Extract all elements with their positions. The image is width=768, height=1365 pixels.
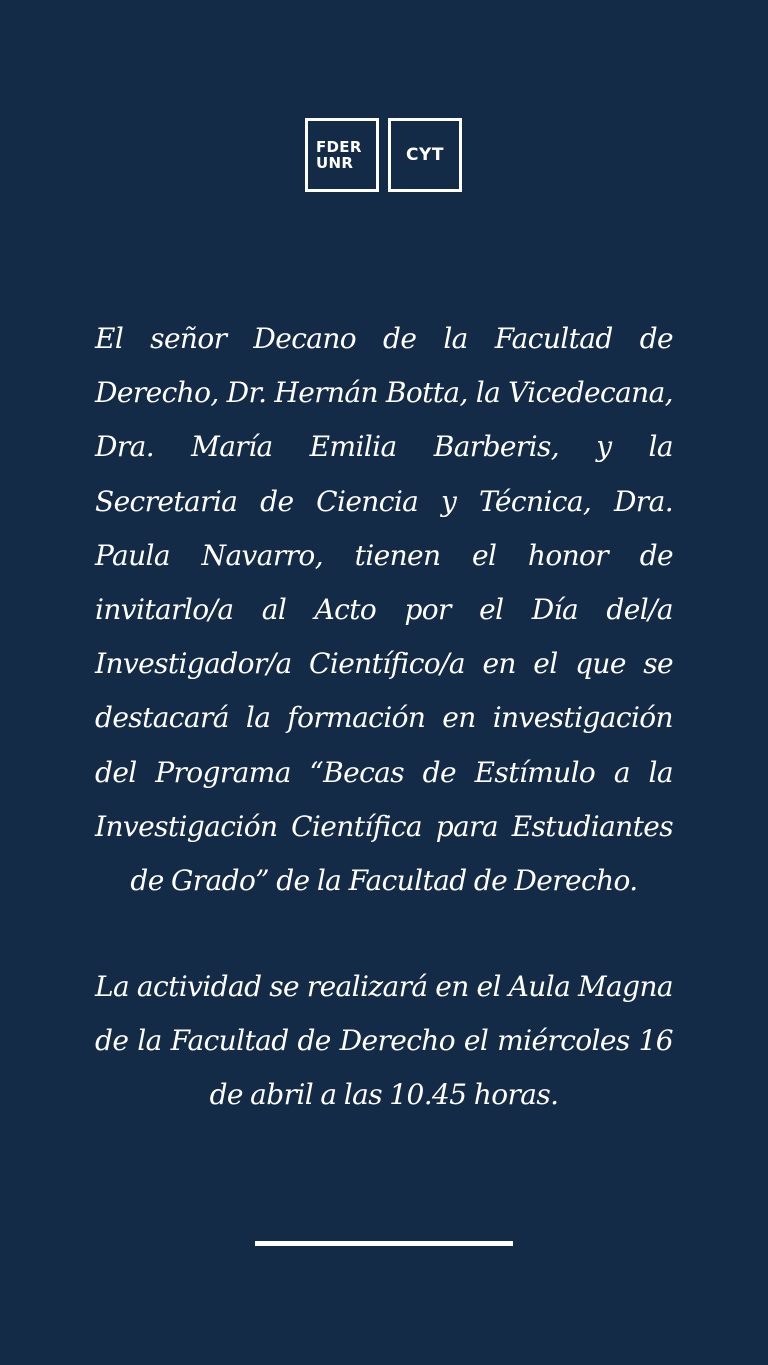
event-details-paragraph: La actividad se realizará en el Aula Magna de la Facultad de Derecho el miércoles 16 de abril a las 10.45 horas. xyxy=(95,970,673,1112)
fder-logo-line1: FDER xyxy=(316,138,362,156)
bottom-divider xyxy=(255,1241,513,1246)
cyt-logo-text: CYT xyxy=(406,145,444,165)
fder-unr-logo xyxy=(305,118,379,192)
invitation-paragraph: El señor Decano de la Facultad de Derecho, Dr. Hernán Botta, la Vicedecana, Dra. María Emilia Barberis, y la Secretaria de Ciencia y Técnica, Dra. Paula Navarro, tienen el honor de invitarlo/a al Acto por el Día del/a Investigador/a Científico/a en el que se destacará la formación en investigación del Programa “Becas de Estímulo a la Investigación Científica para Estudiantes de Grado” de la Facultad de Derecho. xyxy=(95,322,673,898)
cyt-logo xyxy=(388,118,462,192)
logo-group xyxy=(305,118,462,192)
fder-logo-line2: UNR xyxy=(316,154,354,172)
